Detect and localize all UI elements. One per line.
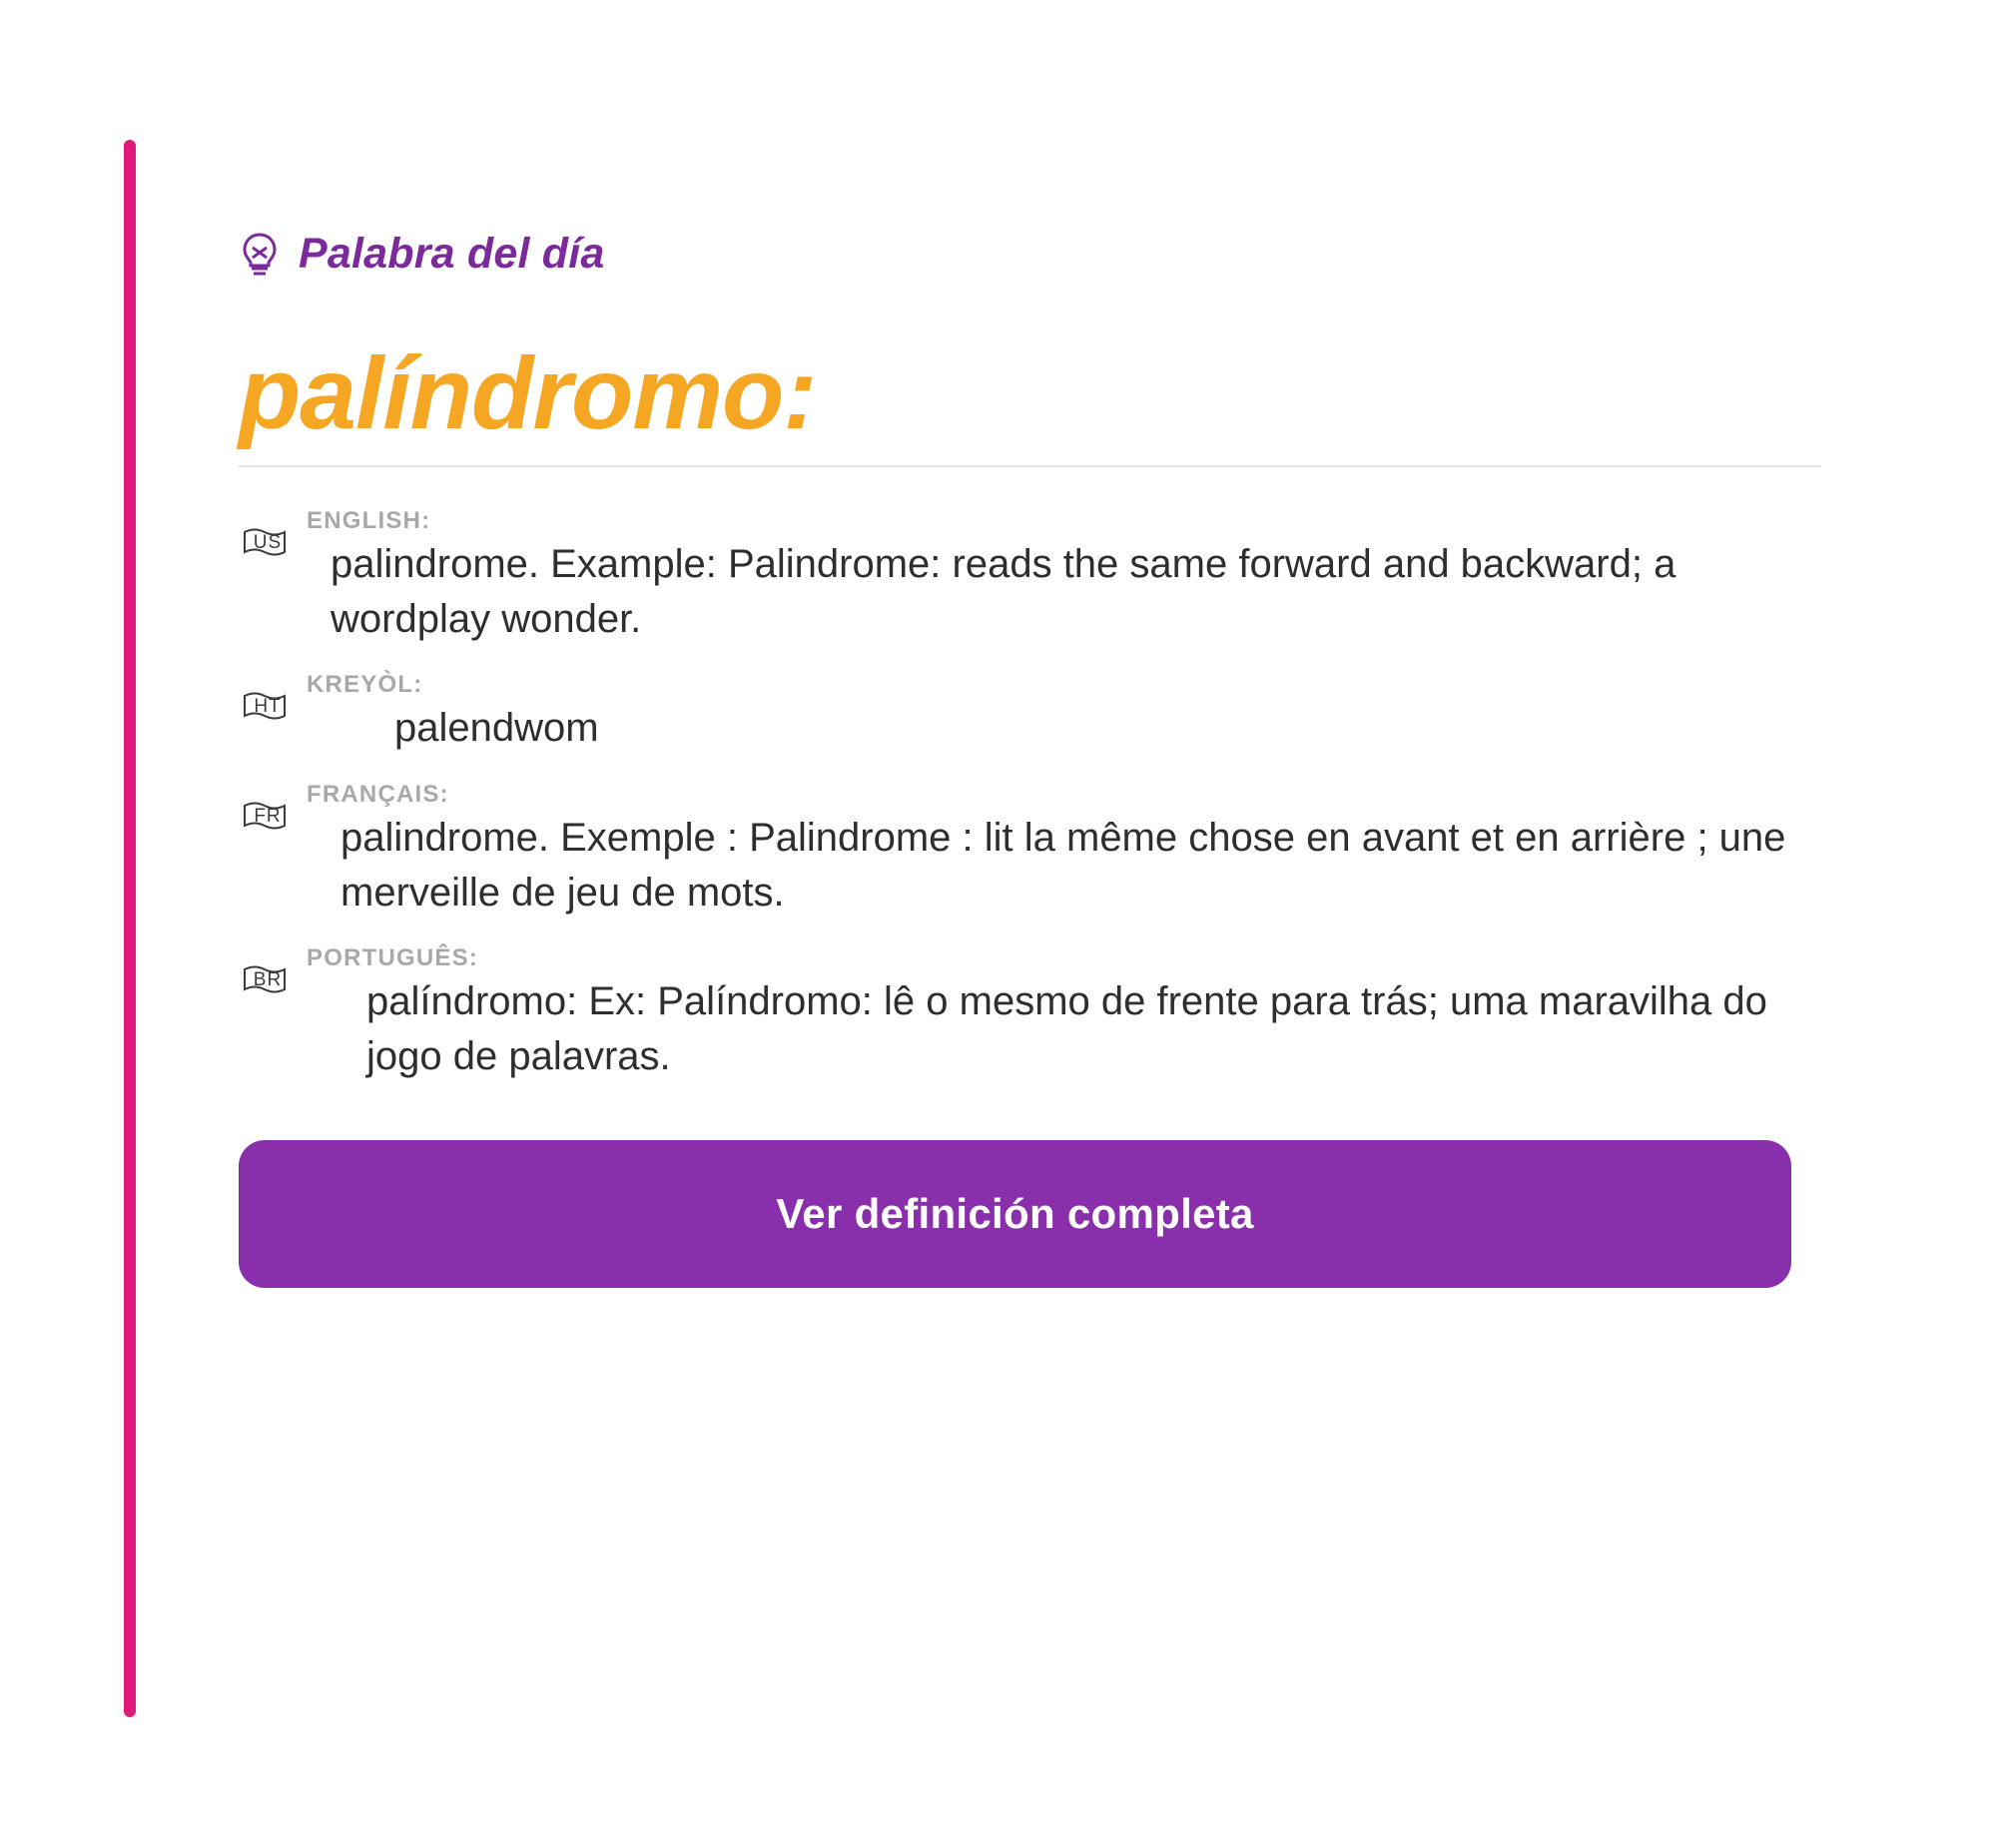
- translation-text: palindrome. Example: Palindrome: reads the same forward and backward; a wordplay wonder.: [331, 542, 1677, 642]
- language-label: ENGLISH:: [307, 507, 431, 535]
- flag-us-icon: [239, 523, 297, 563]
- view-full-definition-button[interactable]: Ver definición completa: [239, 1140, 1791, 1288]
- language-label: PORTUGUÊS:: [307, 944, 479, 972]
- translations-list: [239, 509, 1821, 1084]
- kicker-label: Palabra del día: [299, 230, 605, 278]
- translation-body: [297, 673, 1821, 756]
- translation-text: palindrome. Exemple : Palindrome : lit la même chose en avant et en arrière ; une merveille de jeu de mots.: [340, 815, 1786, 915]
- translation-text: palíndromo: Ex: Palíndromo: lê o mesmo de frente para trás; uma maravilha do jogo de palavras.: [366, 979, 1767, 1079]
- list-item: [239, 509, 1821, 647]
- divider: [239, 465, 1821, 467]
- word-of-the-day-card: [124, 140, 1821, 1717]
- card-content: [239, 140, 1821, 1288]
- translation-body: [297, 509, 1821, 647]
- kicker: [239, 230, 1821, 279]
- list-item: [239, 673, 1821, 756]
- svg-text:US: US: [253, 532, 283, 554]
- list-item: [239, 946, 1821, 1084]
- list-item: [239, 780, 1821, 921]
- language-label: FRANÇAIS:: [307, 780, 449, 808]
- left-accent-bar: [124, 140, 136, 1717]
- translation-text: palendwom: [394, 706, 599, 751]
- translation-body: [297, 780, 1821, 921]
- svg-text:BR: BR: [253, 969, 283, 991]
- svg-text:FR: FR: [254, 805, 282, 827]
- lightbulb-icon: [239, 231, 281, 279]
- svg-text:HT: HT: [254, 696, 282, 718]
- flag-fr-icon: [239, 797, 297, 837]
- page-title: palíndromo:: [239, 336, 817, 450]
- translation-body: [297, 946, 1821, 1084]
- language-label: KREYÒL:: [307, 671, 423, 699]
- flag-ht-icon: [239, 687, 297, 727]
- flag-br-icon: [239, 960, 297, 1000]
